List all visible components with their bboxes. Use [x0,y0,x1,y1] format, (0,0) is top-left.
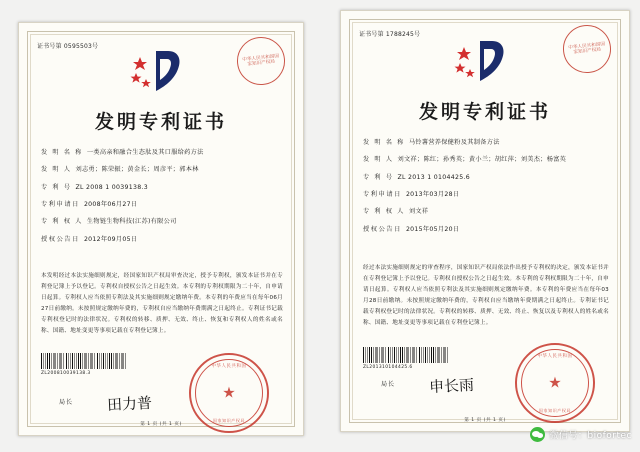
certificate-fields [363,139,609,243]
field-row [363,174,609,182]
field-value: 刘志勇；陈荣振；黄金长；周彦平；郭本林 [75,166,199,174]
field-row [41,149,283,157]
field-label: 发 明 名 称 [363,139,405,146]
field-value: 2008年06月27日 [83,201,138,209]
field-label: 发 明 人 [363,156,394,164]
field-value: 马铃薯营养保健粉及其制备方法 [408,139,500,146]
seal-star-icon: ★ [222,383,236,402]
certificate-body-text: 经过本法实施细则规定的审查程序，国家知识产权局依法作出授予专利权的决定，颁发本证书并在专利登记簿上予以登记。专利权自授权公告之日起生效。本专利的专利权期限为二十年，自申请日起算。专利权人应当依照专利法及其实施细则规定缴纳年费。本专利的年费应当在每年03月28日前缴纳。未按照规定缴纳年费的，专利权自应当缴纳年费期满之日起终止。专利证书记载专利权登记时的法律状况。专利权的转移、质押、无效、终止、恢复以及专利权人的姓名或名称、国籍、地址变更等事项记载在专利登记簿上。 [363,265,609,326]
field-value: 一类高亲和融合生态肽及其口服给药方法 [86,149,204,156]
field-value: ZL 2013 1 0104425.6 [397,173,470,181]
field-row [41,218,283,226]
patent-logo-icon [450,37,520,89]
patent-certificate-left [18,22,304,436]
signature-label: 局长 [59,399,74,406]
field-row [363,139,609,147]
certificate-number: 证书号第 0595503号 [37,43,99,50]
barcode-number: ZL201310104425.6 [363,365,413,370]
patent-logo-icon [126,47,196,99]
field-row [363,226,609,234]
certificate-fields [41,149,283,253]
field-label: 专 利 权 人 [363,208,405,216]
page-footer: 第 1 页 (共 1 页) [140,422,182,427]
field-label: 专 利 权 人 [41,218,83,226]
signature-label: 局长 [381,381,396,388]
red-official-seal [515,343,595,423]
barcode [363,347,449,363]
field-value: 刘文祥；陈红；孙秀英；黄小兰；胡红萍；刘美杰；杨富英 [397,156,567,164]
field-row [41,166,283,174]
certificate-body-text: 本发明经过本法实施细则规定，经国家知识产权局审查决定，授予专利权，颁发本证书并在专利登记簿上予以登记。专利权自授权公告之日起生效。本专利的专利权期限为二十年，自申请日起算。专利权人应当依照专利法及其实施细则规定缴纳年费。本专利的年费应当在每年06月27日前缴纳。未按照规定缴纳年费的，专利权自应当缴纳年费期满之日起终止。专利证书记载专利权登记时的法律状况。专利权的转移、质押、无效、终止、恢复和专利权人的姓名或名称、国籍、地址变更等事项记载在专利登记簿上。 [41,273,283,334]
field-label: 授权公告日 [363,225,402,233]
wechat-label: 微信号：biofortec [549,431,632,441]
wechat-watermark [530,427,632,442]
field-label: 授权公告日 [41,235,80,243]
field-row [363,208,609,216]
field-label: 专利申请日 [41,201,80,209]
field-label: 专 利 号 [41,183,72,191]
field-label: 发 明 名 称 [41,149,83,156]
seal-arc-top: 中华人民共和国 [211,364,247,369]
wechat-icon [530,427,545,442]
field-row [41,201,283,209]
patent-certificate-right [340,10,630,432]
field-label: 专利申请日 [363,191,402,199]
field-row [41,184,283,192]
seal-arc-bottom: 国家知识产权局 [538,408,572,413]
signature-handwriting: 田力普 [106,393,153,415]
page-footer: 第 1 页 (共 1 页) [464,418,506,423]
field-value: ZL 2008 1 0039138.3 [75,183,148,191]
field-label: 专 利 号 [363,173,394,181]
barcode-number: ZL200810039138.3 [41,371,91,376]
field-row [363,191,609,199]
seal-arc-bottom: 国家知识产权局 [212,418,246,423]
field-value: 2012年09月05日 [83,235,138,243]
seal-arc-top: 中华人民共和国 [537,354,573,359]
barcode [41,353,127,369]
seal-star-icon: ★ [548,373,562,392]
page-title: 发明专利证书 [94,111,227,133]
official-stamp-text: 中华人民共和国国家知识产权局 [242,53,280,68]
field-value: 刘文祥 [408,208,429,216]
field-value: 2015年05月20日 [405,225,460,233]
signature-handwriting: 申长雨 [428,375,475,397]
field-label: 发 明 人 [41,166,72,174]
field-value: 2013年03月28日 [405,191,460,199]
official-stamp-text: 中华人民共和国国家知识产权局 [568,41,606,56]
field-value: 生物链生物科技(江苏)有限公司 [86,218,177,226]
page-title: 发明专利证书 [418,101,551,123]
field-row [363,156,609,164]
certificate-number: 证书号第 1788245号 [359,31,421,38]
field-row [41,236,283,244]
